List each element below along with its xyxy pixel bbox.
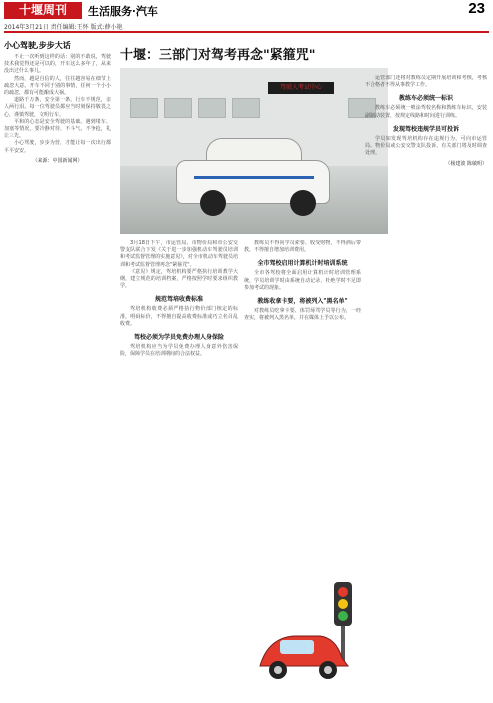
paragraph: 驾培机构收费必须严格执行物价部门核定的标准，明码标价，不得擅自提高收费标准或巧立名目乱收费。: [120, 306, 238, 327]
dateline: 2014年3月21日 责任编辑:王怀 版式:薛小艳: [4, 24, 123, 31]
paragraph: 教练车必须统一喷涂驾校名称和教练车标识，安装副制动装置，按规定线路和时间进行训练。: [365, 105, 487, 119]
subhead: 驾校必须为学员免费办理人身保险: [133, 334, 224, 342]
paragraph: 平和的心态是安全驾驶的基础。遇到堵车、加塞等情况，要冷静对待，不斗气、不争抢，礼让三先。: [4, 118, 111, 140]
paragraph: 小心驾驶，步步为营，才能让每一次出行都平平安安。: [4, 140, 111, 154]
section-name: 生活服务·汽车: [88, 5, 158, 18]
source-credit: （来源：中国新闻网）: [32, 157, 83, 164]
paragraph: 不止一次听到这样的话：别的不敢说，驾驶技术我觉得还是可以的，开车这么多年了，从来没出过什么事儿。: [4, 54, 111, 75]
paragraph: 教练员不得向学员索要、收受财物，不得酒后带教，不得擅自增加培训费用。: [244, 240, 361, 254]
byline: （杨建波 陈敏明）: [445, 161, 487, 168]
newspaper-title: 十堰周刊: [4, 2, 82, 19]
subhead: 规范驾培收费标准: [154, 296, 203, 304]
exam-center-sign: 驾驶人考试中心: [268, 82, 334, 94]
subhead: 教练收拿卡要，将被列入"黑名单": [257, 298, 348, 306]
paragraph: 驾培机构应当为学员免费办理人身意外伤害保险，保障学员在培训期间的合法权益。: [120, 344, 238, 358]
paragraph: 运管部门还将对教练员定期开展培训和考核，考核不合格者不得从事教学工作。: [365, 75, 487, 89]
article-title: 十堰：三部门对驾考再念"紧箍咒": [120, 48, 316, 63]
article-column-1: [120, 240, 238, 690]
masthead: [0, 0, 493, 20]
cartoon-car-illustration: [250, 574, 366, 694]
article-photo: [120, 68, 388, 234]
rear-wheel: [290, 190, 316, 216]
paragraph: 全市各驾校将全面启用计算机计时培训管理系统，学员培训学时由系统自动记录，杜绝学时不足即参加考试的现象。: [244, 270, 361, 291]
paragraph: 学员如发现驾培机构存在违规行为，可向市运管局、物价局或公安交警支队投诉，有关部门将及时调查处理。: [365, 135, 487, 157]
left-column: [4, 40, 111, 690]
subhead: 全市驾校启用计算机计时培训系统: [257, 260, 348, 268]
front-wheel: [200, 190, 226, 216]
page-number: 23: [468, 0, 485, 17]
paragraph: 然而，越是自信的人，往往越容易在细节上疏忽大意。开车不同于别的事情，任何一个小小的疏忽，都有可能酿成大祸。: [4, 75, 111, 97]
subhead: 教练车必须统一标识: [398, 95, 453, 103]
left-column-text: [4, 54, 111, 155]
paragraph: 3月18日下午，市运管局、市物价局和市公安交警支队联合下发《关于进一步加强机动车驾驶员培训和考试监督管理的实施意见》，对全市机动车驾驶员培训和考试监督管理再念"紧箍咒"。: [120, 240, 238, 268]
subhead: 发现驾校违规学员可投诉: [392, 125, 459, 133]
paragraph: 《意见》规定，驾培机构要严格执行培训教学大纲，建立规范的培训档案，严格按照学时要求组织教学。: [120, 268, 238, 290]
paragraph: 道路千万条，安全第一条。行车不规范，亲人两行泪。每一位驾驶员都应当时刻保持敬畏之心，谨慎驾驶，文明行车。: [4, 97, 111, 118]
left-column-heading: 小心驾驶,步步大话: [4, 40, 71, 50]
paragraph: 对教练员吃拿卡要、体罚辱骂学员等行为，一经查实，将被列入黑名单，并在媒体上予以公布。: [244, 308, 361, 322]
article-column-3: [365, 75, 487, 700]
header-rule: [4, 31, 489, 33]
car-stripe: [194, 176, 314, 179]
